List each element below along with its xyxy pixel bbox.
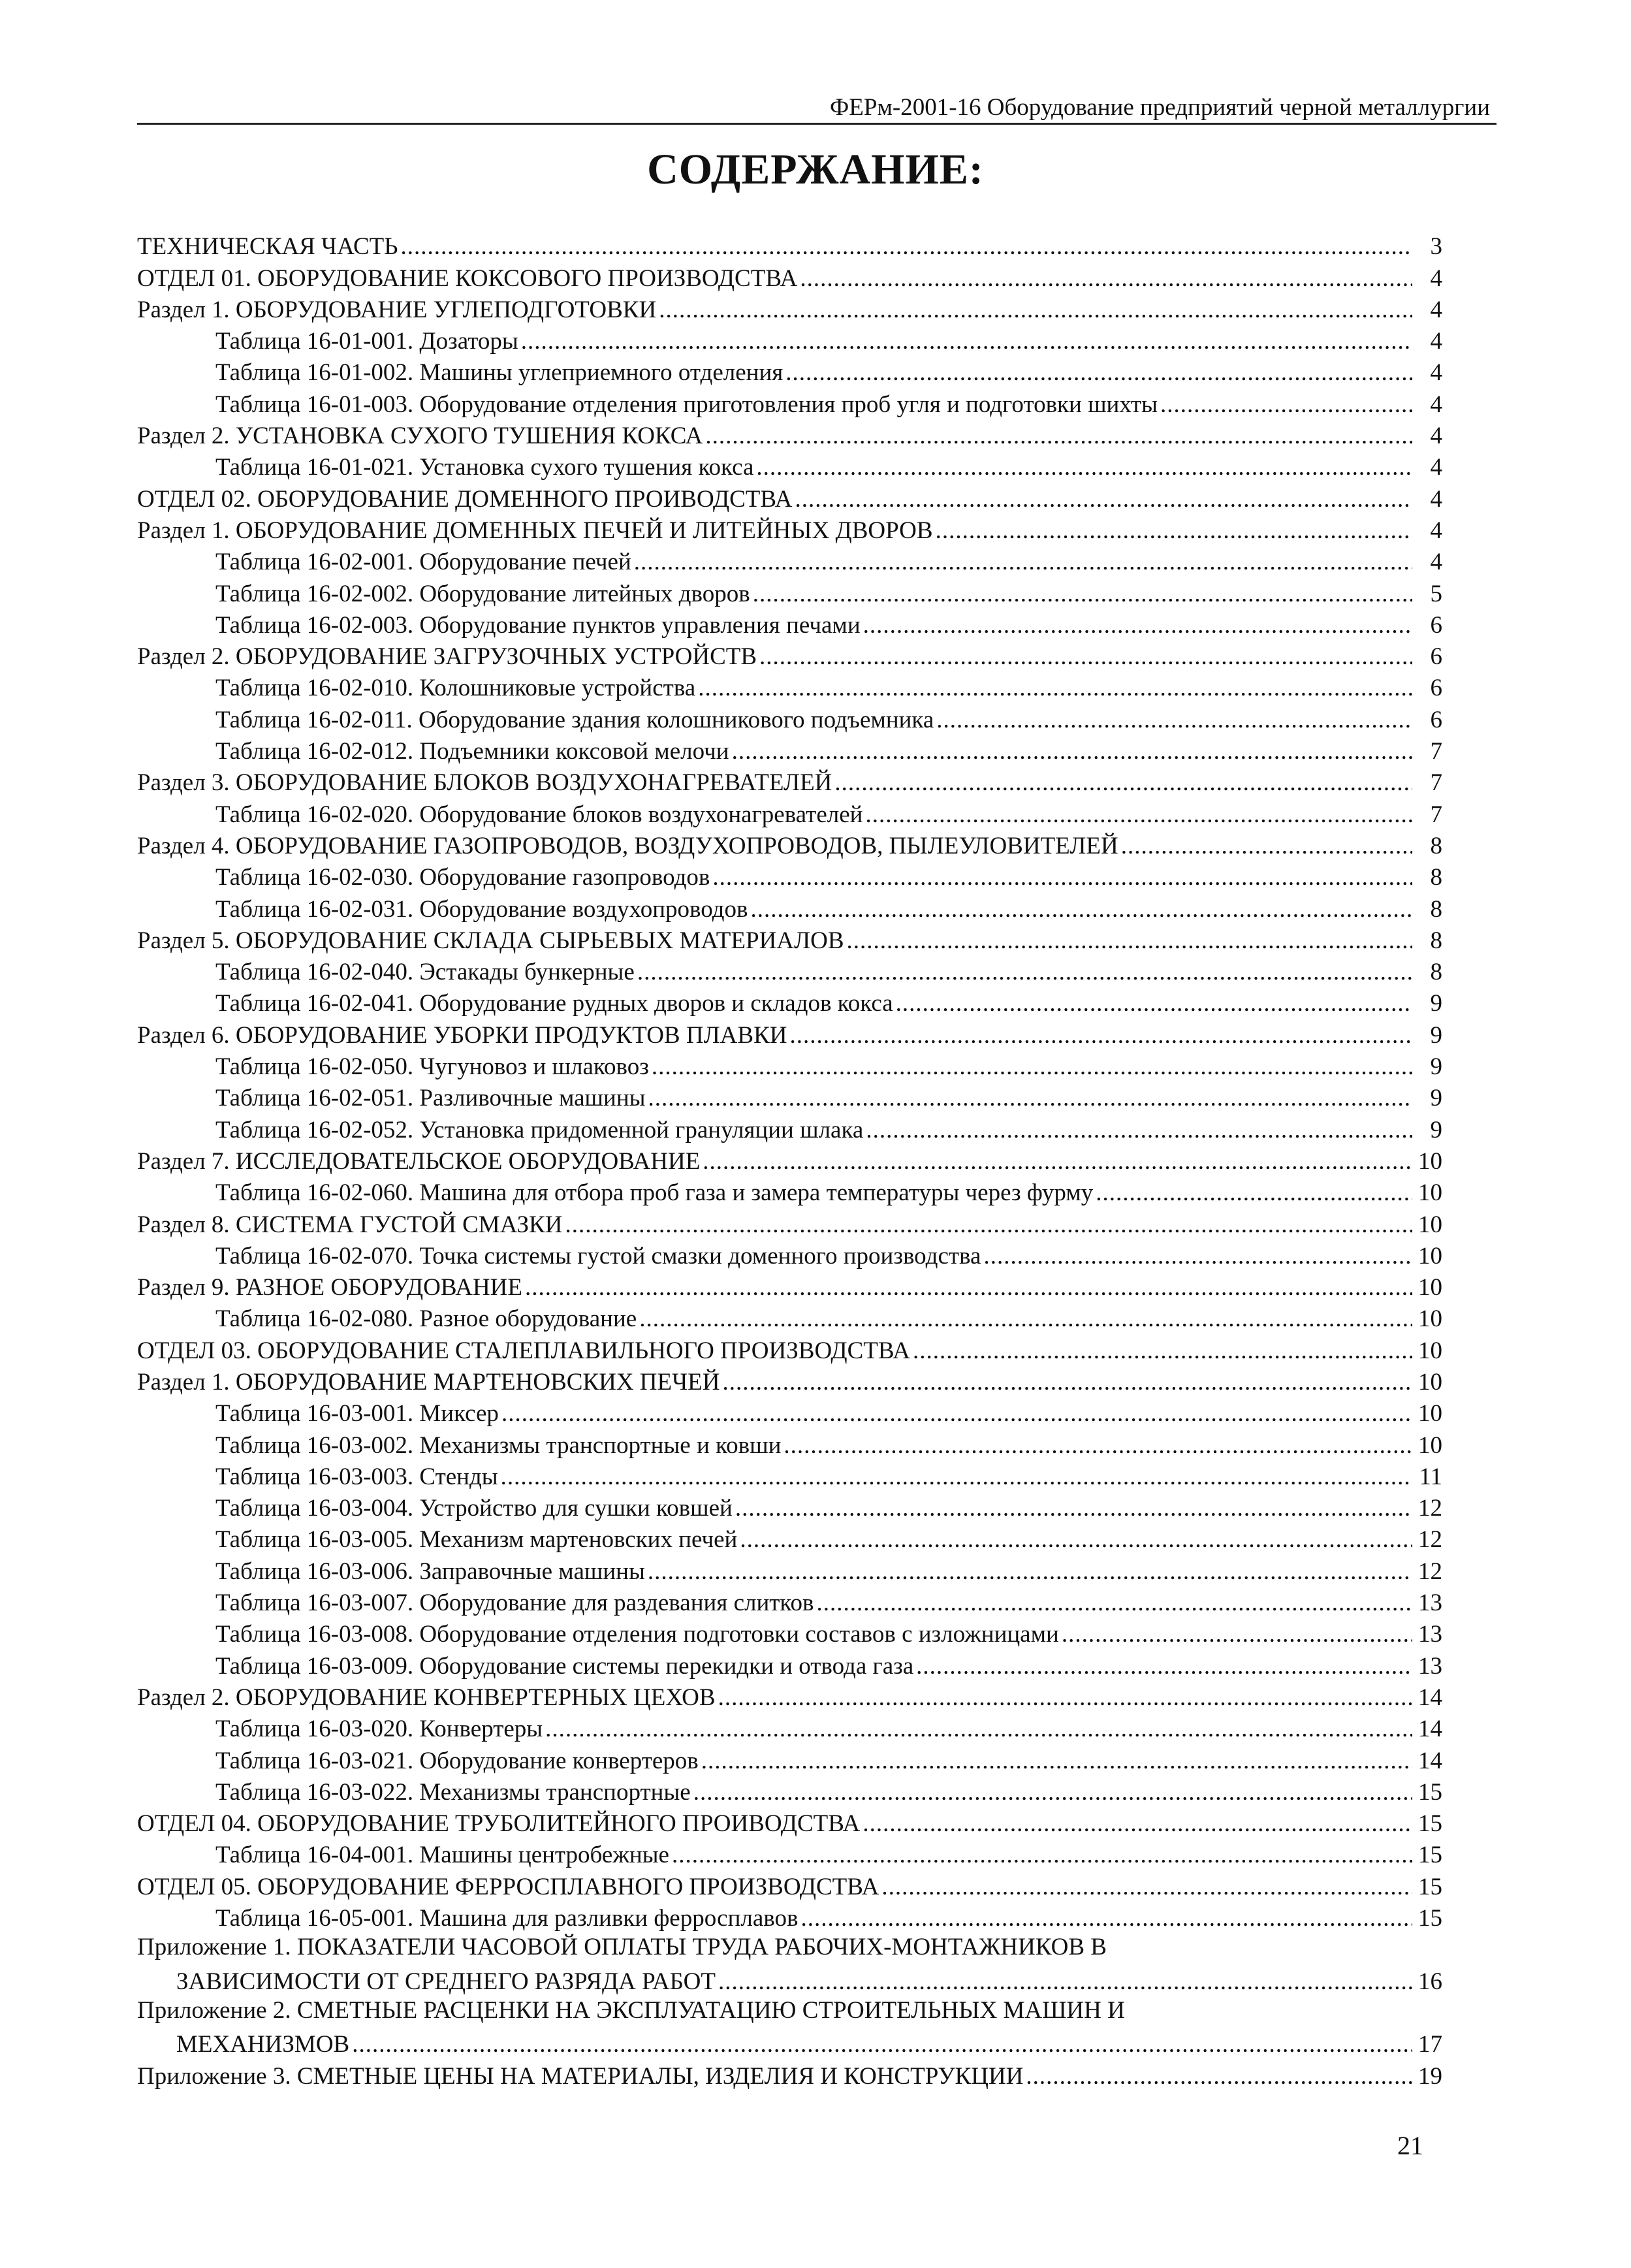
toc-entry-title: Таблица 16-03-020. Конвертеры (215, 1716, 543, 1743)
toc-table-entry[interactable] (137, 1302, 1442, 1334)
toc-table-entry[interactable] (137, 387, 1442, 419)
dot-leader (750, 895, 1412, 924)
toc-entry-title: Таблица 16-03-004. Устройство для сушки ковшей (215, 1495, 733, 1522)
dot-leader (712, 863, 1412, 892)
toc-appendix-line2-row (137, 2028, 1442, 2059)
toc-entry-title: Раздел 1. ОБОРУДОВАНИЕ ДОМЕННЫХ ПЕЧЕЙ И ЛИТЕЙНЫХ ДВОРОВ (137, 517, 933, 544)
dot-leader (352, 2030, 1412, 2059)
dot-leader (759, 643, 1412, 671)
toc-entry-title: Таблица 16-05-001. Машина для разливки ферросплавов (215, 1905, 799, 1932)
toc-entry-page: 10 (1418, 1368, 1442, 1396)
toc-entry-page: 17 (1418, 2031, 1442, 2058)
toc-entry-title: Таблица 16-01-002. Машины углеприемного отделения (215, 359, 784, 387)
toc-entry-page: 9 (1430, 1116, 1442, 1143)
dot-leader (565, 1211, 1412, 1239)
toc-entry-title: Таблица 16-01-001. Дозаторы (215, 328, 518, 355)
dot-leader (501, 1463, 1412, 1492)
dot-leader (672, 1841, 1412, 1870)
dot-leader (698, 674, 1412, 703)
toc-table-entry[interactable] (137, 1176, 1442, 1207)
toc-entry-title: Таблица 16-02-080. Разное оборудование (215, 1305, 637, 1333)
toc-entry-page: 12 (1418, 1495, 1442, 1522)
toc-section-entry[interactable] (137, 924, 1442, 955)
dot-leader (735, 1494, 1412, 1523)
toc-entry-title: Таблица 16-03-009. Оборудование системы перекидки и отвода газа (215, 1652, 914, 1680)
table-of-contents (137, 230, 1442, 2091)
toc-section-entry[interactable] (137, 514, 1442, 545)
toc-entry-title: ТЕХНИЧЕСКАЯ ЧАСТЬ (137, 233, 398, 261)
toc-entry-title: ОТДЕЛ 02. ОБОРУДОВАНИЕ ДОМЕННОГО ПРОИВОДСТВА (137, 485, 793, 513)
dot-leader (701, 1747, 1412, 1776)
toc-entry-page: 10 (1418, 1400, 1442, 1428)
toc-section-entry[interactable] (137, 1334, 1442, 1365)
toc-table-entry[interactable] (137, 1523, 1442, 1554)
toc-entry-page: 15 (1418, 1905, 1442, 1932)
toc-entry-page: 10 (1418, 1337, 1442, 1364)
toc-entry-page: 7 (1430, 801, 1442, 828)
toc-entry-title: ОТДЕЛ 03. ОБОРУДОВАНИЕ СТАЛЕПЛАВИЛЬНОГО ПРОИЗВОДСТВА (137, 1337, 910, 1364)
toc-entry-page: 4 (1430, 549, 1442, 576)
toc-appendix-title-line1: Приложение 1. ПОКАЗАТЕЛИ ЧАСОВОЙ ОПЛАТЫ ТРУДА РАБОЧИХ-МОНТАЖНИКОВ В (137, 1934, 1107, 1961)
toc-table-entry[interactable] (137, 1428, 1442, 1460)
toc-section-entry[interactable] (137, 829, 1442, 861)
toc-table-entry[interactable] (137, 1902, 1442, 1933)
toc-section-entry[interactable] (137, 293, 1442, 325)
toc-entry-page: 3 (1430, 233, 1442, 261)
toc-entry-title: Таблица 16-02-002. Оборудование литейных дворов (215, 580, 750, 607)
toc-entry-page: 10 (1418, 1431, 1442, 1459)
toc-entry-page: 4 (1430, 296, 1442, 323)
toc-entry-title: Таблица 16-02-070. Точка системы густой смазки доменного производства (215, 1242, 981, 1270)
toc-section-entry[interactable] (137, 1271, 1442, 1302)
dot-leader (847, 927, 1412, 955)
toc-table-entry[interactable] (137, 325, 1442, 356)
toc-section-entry[interactable] (137, 640, 1442, 671)
toc-appendix-entry[interactable] (137, 1933, 1442, 1996)
toc-entry-title: Таблица 16-02-003. Оборудование пунктов управления печами (215, 611, 861, 639)
toc-entry-page: 13 (1418, 1652, 1442, 1680)
toc-entry-title: Раздел 6. ОБОРУДОВАНИЕ УБОРКИ ПРОДУКТОВ ПЛАВКИ (137, 1021, 787, 1049)
toc-section-entry[interactable] (137, 482, 1442, 513)
toc-entry-title: Таблица 16-03-022. Механизмы транспортные (215, 1778, 691, 1806)
dot-leader (789, 1021, 1412, 1050)
dot-leader (1026, 2062, 1412, 2091)
toc-table-entry[interactable] (137, 1776, 1442, 1807)
toc-entry-title: Раздел 8. СИСТЕМА ГУСТОЙ СМАЗКИ (137, 1211, 563, 1238)
toc-entry-title: Таблица 16-03-001. Миксер (215, 1400, 499, 1428)
toc-entry-page: 8 (1430, 927, 1442, 954)
running-header (137, 86, 1496, 125)
toc-entry-page: 8 (1430, 864, 1442, 891)
toc-section-entry[interactable] (137, 1807, 1442, 1838)
toc-entry-title: Таблица 16-01-003. Оборудование отделения приготовления проб угля и подготовки шихты (215, 391, 1158, 418)
toc-table-entry[interactable] (137, 1492, 1442, 1523)
dot-leader (501, 1399, 1412, 1428)
toc-entry-title: Раздел 2. УСТАНОВКА СУХОГО ТУШЕНИЯ КОКСА (137, 423, 703, 450)
toc-entry-page: 14 (1418, 1747, 1442, 1774)
dot-leader (913, 1337, 1412, 1366)
toc-section-entry[interactable] (137, 419, 1442, 451)
toc-entry-title: Таблица 16-02-041. Оборудование рудных дворов и складов кокса (215, 990, 893, 1017)
toc-entry-page: 10 (1418, 1179, 1442, 1207)
dot-leader (545, 1715, 1412, 1744)
dot-leader (652, 1053, 1412, 1081)
dot-leader (1062, 1620, 1412, 1649)
toc-appendix-title-line1: Приложение 2. СМЕТНЫЕ РАСЦЕНКИ НА ЭКСПЛУАТАЦИЮ СТРОИТЕЛЬНЫХ МАШИН И (137, 1996, 1125, 2024)
toc-entry-page: 6 (1430, 675, 1442, 702)
dot-leader (718, 1684, 1412, 1712)
toc-entry-title: Таблица 16-02-050. Чугуновоз и шлаковоз (215, 1053, 649, 1081)
toc-table-entry[interactable] (137, 1397, 1442, 1428)
toc-entry-title: Таблица 16-02-052. Установка придоменной грануляции шлака (215, 1116, 864, 1143)
toc-entry-page: 9 (1430, 1053, 1442, 1081)
toc-entry-title: Таблица 16-02-010. Колошниковые устройства (215, 675, 696, 702)
toc-entry-title: Раздел 2. ОБОРУДОВАНИЕ ЗАГРУЗОЧНЫХ УСТРОЙСТВ (137, 643, 757, 671)
toc-entry-title: Раздел 3. ОБОРУДОВАНИЕ БЛОКОВ ВОЗДУХОНАГРЕВАТЕЛЕЙ (137, 769, 832, 797)
toc-table-entry[interactable] (137, 1050, 1442, 1081)
dot-leader (800, 264, 1412, 293)
toc-entry-page: 10 (1418, 1242, 1442, 1270)
toc-table-entry[interactable] (137, 1744, 1442, 1775)
toc-entry-title: Таблица 16-03-002. Механизмы транспортные и ковши (215, 1431, 782, 1459)
toc-entry-page: 4 (1430, 517, 1442, 544)
toc-entry-title: Таблица 16-02-051. Разливочные машины (215, 1085, 646, 1112)
toc-table-entry[interactable] (137, 987, 1442, 1018)
toc-appendix-entry[interactable] (137, 2059, 1442, 2090)
toc-entry-page: 10 (1418, 1147, 1442, 1175)
dot-leader (936, 706, 1412, 735)
toc-entry-title: ОТДЕЛ 05. ОБОРУДОВАНИЕ ФЕРРОСПЛАВНОГО ПРОИЗВОДСТВА (137, 1873, 879, 1900)
toc-entry-page: 4 (1430, 423, 1442, 450)
toc-entry-title: Таблица 16-02-011. Оборудование здания колошникового подъемника (215, 706, 934, 733)
toc-entry-page: 9 (1430, 1021, 1442, 1049)
toc-table-entry[interactable] (137, 1239, 1442, 1271)
toc-entry-page: 4 (1430, 328, 1442, 355)
toc-table-entry[interactable] (137, 1113, 1442, 1144)
toc-entry-page: 10 (1418, 1211, 1442, 1238)
toc-table-entry[interactable] (137, 797, 1442, 829)
toc-entry-page: 4 (1430, 485, 1442, 513)
toc-section-entry[interactable] (137, 1366, 1442, 1397)
toc-entry-page: 14 (1418, 1716, 1442, 1743)
dot-leader (740, 1525, 1412, 1554)
toc-entry-title: Раздел 2. ОБОРУДОВАНИЕ КОНВЕРТЕРНЫХ ЦЕХОВ (137, 1684, 716, 1711)
dot-leader (865, 801, 1412, 829)
toc-appendix-entry[interactable] (137, 1996, 1442, 2060)
dot-leader (896, 989, 1412, 1018)
toc-appendix-title-line2: ЗАВИСИМОСТИ ОТ СРЕДНЕГО РАЗРЯДА РАБОТ (176, 1968, 716, 1995)
dot-leader (1121, 832, 1412, 861)
toc-entry-page: 7 (1430, 769, 1442, 797)
toc-table-entry[interactable] (137, 609, 1442, 640)
toc-entry-title: Таблица 16-02-040. Эстакады бункерные (215, 959, 635, 986)
dot-leader (693, 1778, 1412, 1807)
toc-entry-page: 6 (1430, 611, 1442, 639)
toc-entry-title: Таблица 16-02-012. Подъемники коксовой мелочи (215, 738, 729, 765)
toc-entry-title: Раздел 1. ОБОРУДОВАНИЕ УГЛЕПОДГОТОВКИ (137, 296, 657, 323)
dot-leader (785, 359, 1412, 387)
toc-table-entry[interactable] (137, 1618, 1442, 1649)
toc-entry-page: 5 (1430, 580, 1442, 607)
dot-leader (705, 422, 1412, 451)
toc-entry-title: Таблица 16-03-021. Оборудование конвертеров (215, 1747, 699, 1774)
dot-leader (722, 1368, 1412, 1397)
dot-leader (648, 1084, 1412, 1113)
toc-entry-title: Таблица 16-02-060. Машина для отбора проб газа и замера температуры через фурму (215, 1179, 1094, 1207)
toc-entry-page: 15 (1418, 1873, 1442, 1900)
dot-leader (639, 1305, 1412, 1334)
toc-entry-page: 15 (1418, 1778, 1442, 1806)
dot-leader (795, 485, 1412, 514)
dot-leader (1096, 1179, 1412, 1207)
toc-section-entry[interactable] (137, 1018, 1442, 1049)
toc-entry-title: Таблица 16-02-031. Оборудование воздухопроводов (215, 895, 748, 923)
toc-section-entry[interactable] (137, 261, 1442, 293)
toc-entry-title: Таблица 16-02-001. Оборудование печей (215, 549, 631, 576)
toc-section-entry[interactable] (137, 1207, 1442, 1239)
header-text: ФЕРм-2001-16 Оборудование предприятий черной металлургии (830, 94, 1490, 121)
dot-leader (753, 580, 1412, 609)
toc-table-entry[interactable] (137, 703, 1442, 734)
toc-entry-page: 13 (1418, 1621, 1442, 1648)
dot-leader (718, 1968, 1412, 1996)
toc-entry-title: Таблица 16-01-021. Установка сухого тушения кокса (215, 454, 754, 481)
dot-leader (756, 453, 1412, 482)
dot-leader (817, 1589, 1413, 1618)
toc-entry-title: Таблица 16-03-003. Стенды (215, 1463, 498, 1490)
toc-table-entry[interactable] (137, 451, 1442, 482)
toc-entry-page: 19 (1418, 2062, 1442, 2090)
toc-table-entry[interactable] (137, 1712, 1442, 1744)
dot-leader (634, 548, 1412, 577)
toc-entry-title: Таблица 16-03-006. Заправочные машины (215, 1557, 645, 1585)
toc-entry-page: 8 (1430, 832, 1442, 859)
toc-entry-page: 8 (1430, 895, 1442, 923)
toc-entry-title: Таблица 16-03-008. Оборудование отделения подготовки составов с изложницами (215, 1621, 1059, 1648)
toc-entry-page: 4 (1430, 359, 1442, 387)
toc-table-entry[interactable] (137, 356, 1442, 387)
dot-leader (866, 1116, 1412, 1145)
toc-table-entry[interactable] (137, 892, 1442, 923)
dot-leader (525, 1273, 1412, 1302)
toc-entry-page: 6 (1430, 643, 1442, 671)
dot-leader (784, 1431, 1412, 1460)
toc-table-entry[interactable] (137, 1081, 1442, 1113)
toc-entry-page: 11 (1419, 1463, 1442, 1490)
toc-section-entry[interactable] (137, 766, 1442, 797)
toc-entry-title: ОТДЕЛ 04. ОБОРУДОВАНИЕ ТРУБОЛИТЕЙНОГО ПРОИВОДСТВА (137, 1810, 861, 1838)
toc-table-entry[interactable] (137, 955, 1442, 987)
toc-entry-page: 16 (1418, 1968, 1442, 1995)
toc-entry-page: 15 (1418, 1810, 1442, 1838)
toc-table-entry[interactable] (137, 1554, 1442, 1586)
dot-leader (983, 1242, 1412, 1271)
toc-entry-title: Раздел 5. ОБОРУДОВАНИЕ СКЛАДА СЫРЬЕВЫХ МАТЕРИАЛОВ (137, 927, 844, 954)
toc-table-entry[interactable] (137, 577, 1442, 608)
toc-entry-title: Таблица 16-03-005. Механизм мартеновских печей (215, 1526, 738, 1554)
toc-appendix-title-line2: МЕХАНИЗМОВ (176, 2031, 350, 2058)
dot-leader (881, 1873, 1412, 1902)
toc-entry-title: Раздел 4. ОБОРУДОВАНИЕ ГАЗОПРОВОДОВ, ВОЗДУХОПРОВОДОВ, ПЫЛЕУЛОВИТЕЛЕЙ (137, 832, 1118, 859)
dot-leader (916, 1652, 1412, 1681)
toc-entry-page: 6 (1430, 706, 1442, 733)
toc-entry-page: 8 (1430, 959, 1442, 986)
toc-entry-title: Раздел 9. РАЗНОЕ ОБОРУДОВАНИЕ (137, 1274, 522, 1302)
dot-leader (800, 1904, 1412, 1933)
toc-entry-title: Таблица 16-02-030. Оборудование газопроводов (215, 864, 710, 891)
toc-table-entry[interactable] (137, 1460, 1442, 1492)
toc-entry-page: 14 (1418, 1684, 1442, 1711)
toc-entry-page: 12 (1418, 1526, 1442, 1554)
dot-leader (863, 1810, 1412, 1838)
dot-leader (863, 611, 1412, 640)
dot-leader (648, 1557, 1412, 1586)
toc-entry-title: Раздел 7. ИССЛЕДОВАТЕЛЬСКОЕ ОБОРУДОВАНИЕ (137, 1147, 701, 1175)
toc-entry-page: 10 (1418, 1274, 1442, 1302)
toc-entry-page: 12 (1418, 1557, 1442, 1585)
toc-table-entry[interactable] (137, 1838, 1442, 1870)
toc-section-entry[interactable] (137, 230, 1442, 261)
page-title: СОДЕРЖАНИЕ: (647, 146, 984, 193)
dot-leader (521, 327, 1412, 356)
toc-appendix-line2-row (137, 1964, 1442, 1996)
toc-entry-page: 7 (1430, 738, 1442, 765)
toc-entry-page: 9 (1430, 1085, 1442, 1112)
toc-entry-page: 4 (1430, 264, 1442, 292)
toc-entry-title: ОТДЕЛ 01. ОБОРУДОВАНИЕ КОКСОВОГО ПРОИЗВОДСТВА (137, 264, 798, 292)
toc-entry-page: 9 (1430, 990, 1442, 1017)
toc-entry-page: 4 (1430, 454, 1442, 481)
dot-leader (637, 958, 1412, 987)
toc-section-entry[interactable] (137, 1681, 1442, 1712)
dot-leader (834, 769, 1412, 797)
toc-entry-title: Таблица 16-02-020. Оборудование блоков воздухонагревателей (215, 801, 863, 828)
toc-section-entry[interactable] (137, 1870, 1442, 1901)
dot-leader (732, 737, 1412, 766)
dot-leader (1160, 391, 1412, 419)
toc-section-entry[interactable] (137, 1145, 1442, 1176)
dot-leader (936, 517, 1412, 545)
toc-table-entry[interactable] (137, 735, 1442, 766)
toc-table-entry[interactable] (137, 1586, 1442, 1618)
toc-entry-page: 10 (1418, 1305, 1442, 1333)
toc-entry-title: Таблица 16-04-001. Машины центробежные (215, 1842, 669, 1869)
toc-table-entry[interactable] (137, 545, 1442, 577)
toc-entry-title: Приложение 3. СМЕТНЫЕ ЦЕНЫ НА МАТЕРИАЛЫ, ИЗДЕЛИЯ И КОНСТРУКЦИИ (137, 2062, 1024, 2090)
toc-table-entry[interactable] (137, 671, 1442, 703)
page-number: 21 (1397, 2131, 1423, 2160)
toc-table-entry[interactable] (137, 861, 1442, 892)
dot-leader (703, 1147, 1412, 1176)
toc-entry-title: Таблица 16-03-007. Оборудование для раздевания слитков (215, 1589, 814, 1617)
dot-leader (659, 296, 1412, 325)
toc-entry-page: 15 (1418, 1842, 1442, 1869)
dot-leader (400, 232, 1412, 261)
toc-entry-page: 4 (1430, 391, 1442, 418)
toc-table-entry[interactable] (137, 1649, 1442, 1680)
toc-entry-page: 13 (1418, 1589, 1442, 1617)
toc-entry-title: Раздел 1. ОБОРУДОВАНИЕ МАРТЕНОВСКИХ ПЕЧЕЙ (137, 1368, 720, 1396)
